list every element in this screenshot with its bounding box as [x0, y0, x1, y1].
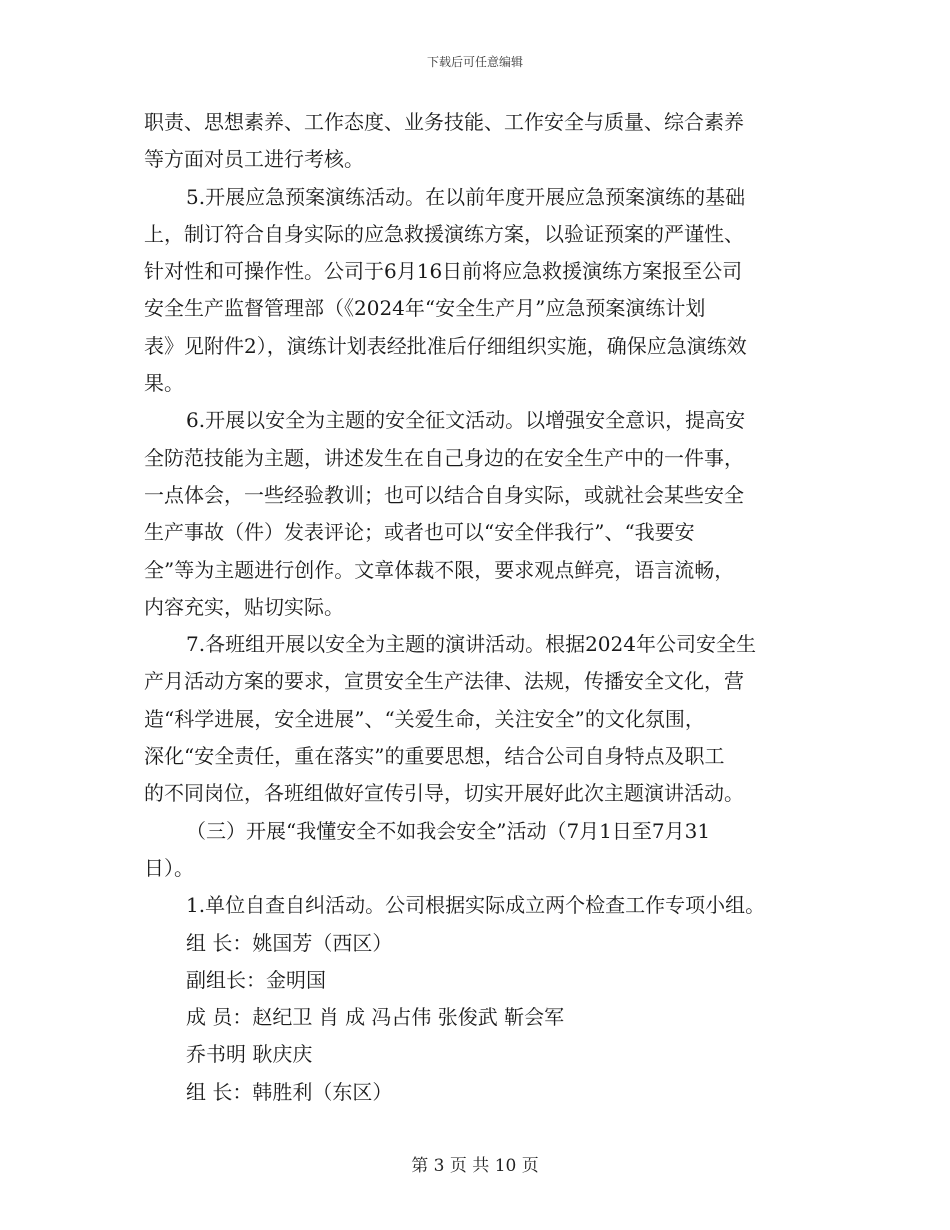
text-line: 安全生产监督管理部（《2024年“安全生产月”应急预案演练计划	[144, 296, 706, 321]
page-footer: 第 3 页 共 10 页	[411, 1156, 539, 1176]
text-line: 全防范技能为主题，讲述发生在自己身边的在安全生产中的一件事，	[144, 445, 744, 470]
text-line: 乔书明 耿庆庆	[186, 1042, 313, 1067]
text-line: 生产事故（件）发表评论；或者也可以“安全伴我行”、“我要安	[144, 520, 695, 545]
text-line: 日）。	[144, 855, 194, 880]
text-line: 1.单位自查自纠活动。公司根据实际成立两个检查工作专项小组。	[186, 893, 766, 918]
document-body	[144, 104, 816, 1111]
text-line: 产月活动方案的要求，宣贯安全生产法律、法规，传播安全文化，营	[144, 669, 744, 694]
text-line: 果。	[144, 371, 184, 396]
text-line: 表》见附件2），演练计划表经批准后仔细组织实施，确保应急演练效	[144, 333, 747, 358]
text-line: 7.各班组开展以安全为主题的演讲活动。根据2024年公司安全生	[186, 632, 756, 657]
text-line: 内容充实，贴切实际。	[144, 594, 344, 619]
text-line: 副组长：金明国	[186, 967, 326, 992]
text-line: 成 员：赵纪卫 肖 成 冯占伟 张俊武 靳会军	[186, 1005, 565, 1030]
text-line: （三）开展“我懂安全不如我会安全”活动（7月1日至7月31	[186, 818, 711, 843]
text-line: 6.开展以安全为主题的安全征文活动。以增强安全意识，提高安	[186, 408, 746, 433]
text-line: 造“科学进展，安全进展”、“关爱生命，关注安全”的文化氛围，	[144, 706, 705, 731]
text-line: 深化“安全责任，重在落实”的重要思想，结合公司自身特点及职工	[144, 744, 725, 769]
text-line: 上，制订符合自身实际的应急救援演练方案，以验证预案的严谨性、	[144, 221, 744, 246]
text-line: 一点体会，一些经验教训；也可以结合自身实际，或就社会某些安全	[144, 482, 744, 507]
text-line: 组 长：韩胜利（东区）	[186, 1079, 393, 1104]
text-line: 全”等为主题进行创作。文章体裁不限，要求观点鲜亮，语言流畅，	[144, 557, 735, 582]
text-line: 组 长：姚国芳（西区）	[186, 930, 393, 955]
text-line: 职责、思想素养、工作态度、业务技能、工作安全与质量、综合素养	[144, 110, 744, 134]
text-line: 的不同岗位，各班组做好宣传引导，切实开展好此次主题演讲活动。	[144, 781, 744, 806]
page-header: 下载后可任意编辑	[426, 55, 523, 69]
text-line: 等方面对员工进行考核。	[144, 147, 364, 172]
text-line: 5.开展应急预案演练活动。在以前年度开展应急预案演练的基础	[186, 184, 746, 209]
text-line: 针对性和可操作性。公司于6月16日前将应急救援演练方案报至公司	[144, 259, 743, 284]
